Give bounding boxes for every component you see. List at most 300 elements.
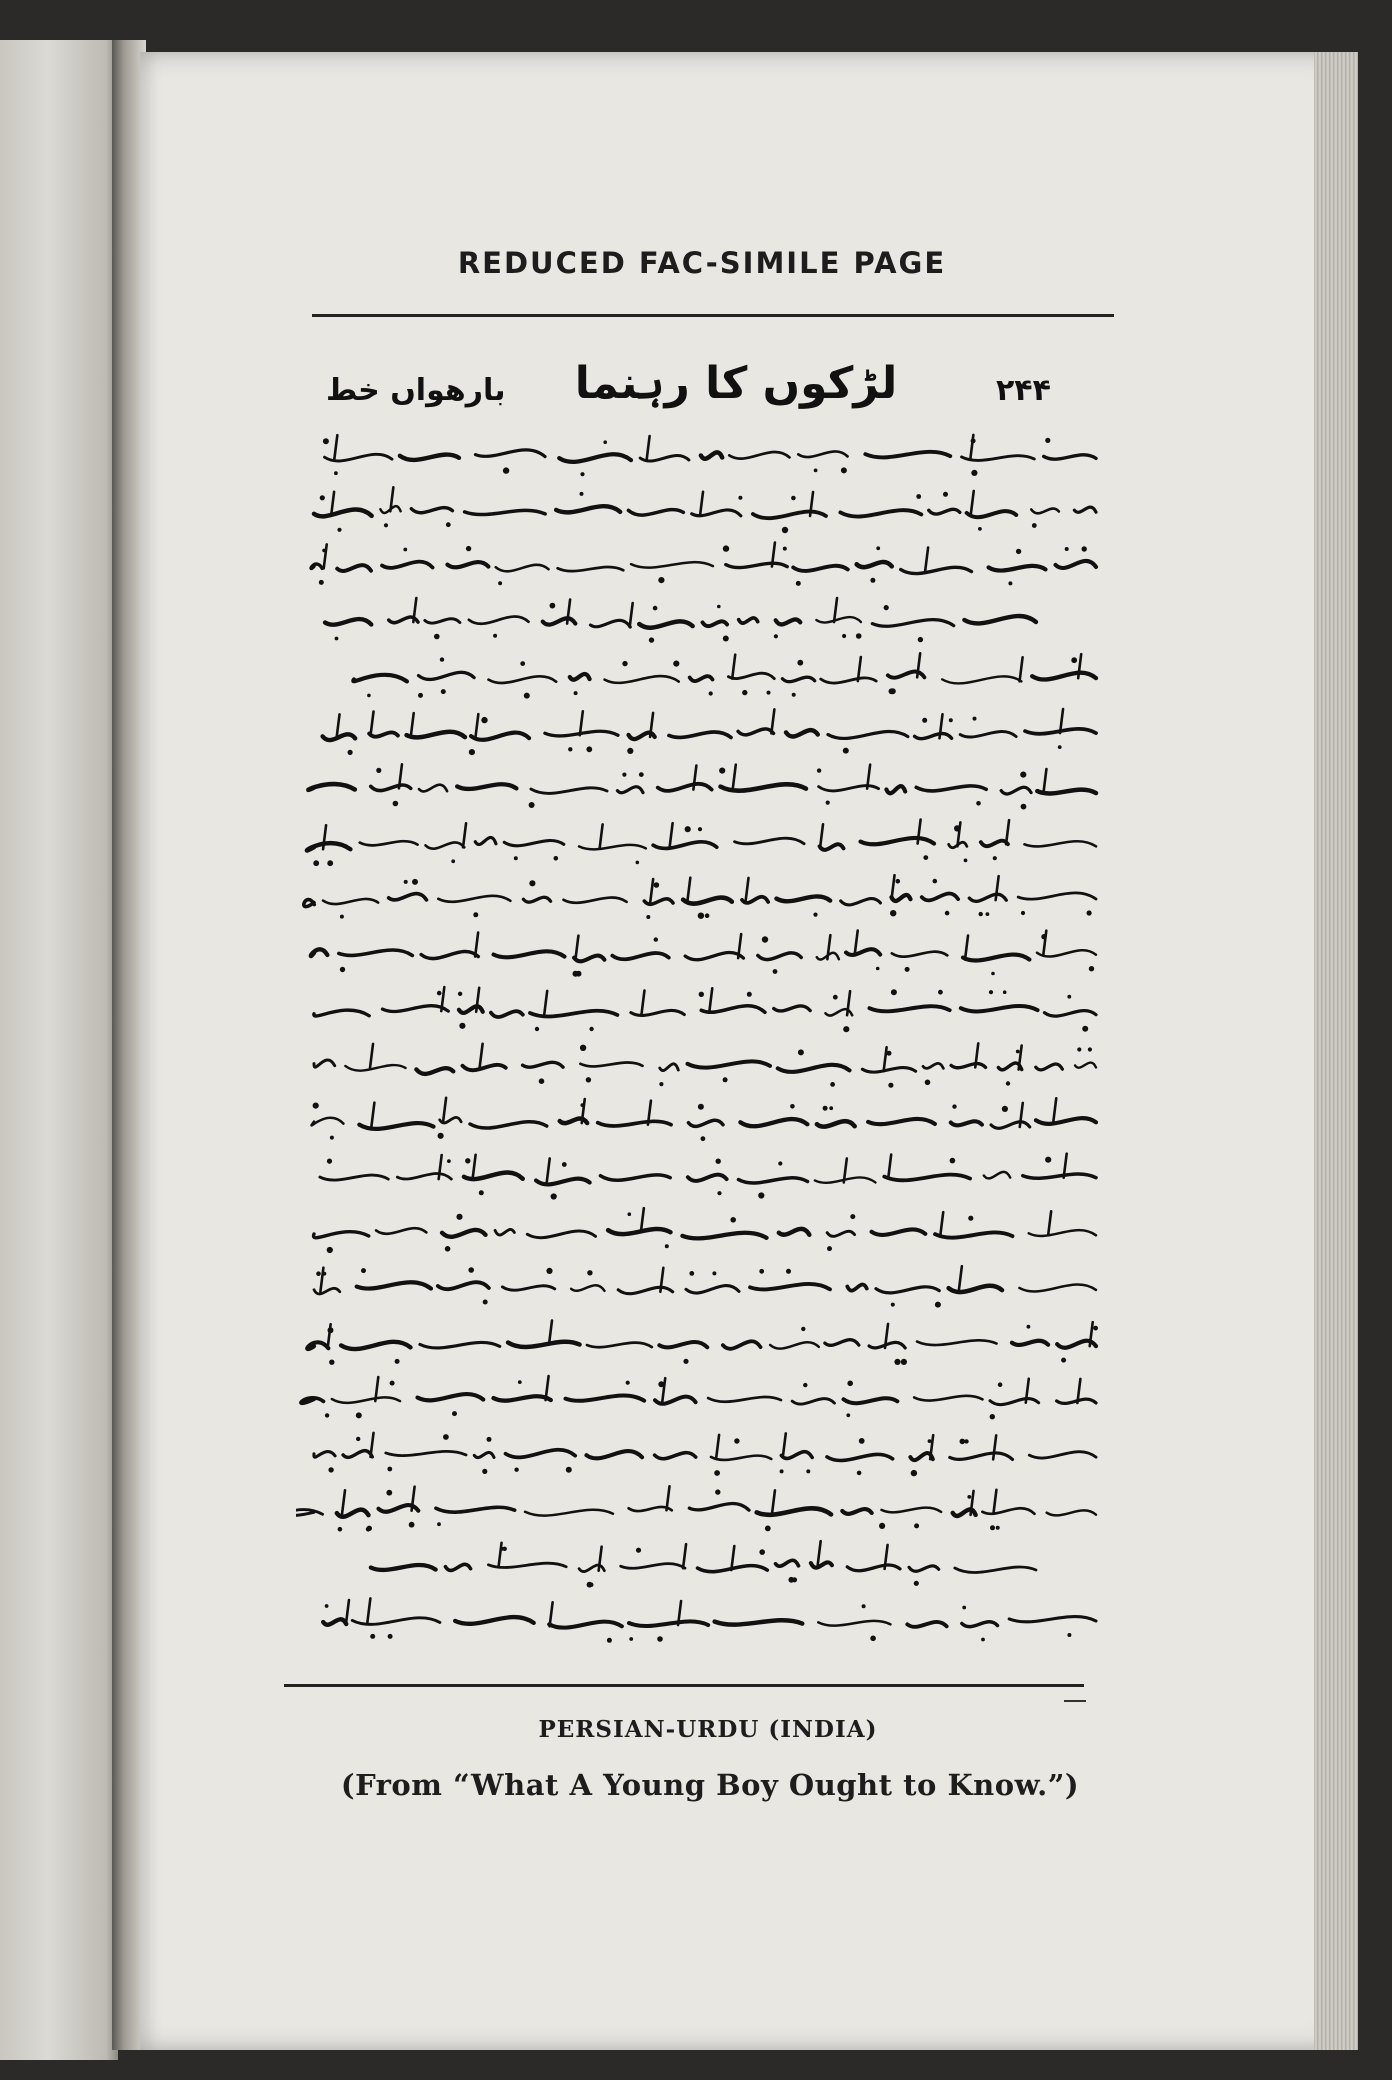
urdu-letter-stem <box>1020 657 1023 681</box>
urdu-diacritic-dot <box>780 1469 784 1473</box>
urdu-word-stroke <box>496 565 549 572</box>
urdu-word-stroke <box>847 1284 866 1290</box>
urdu-word-stroke <box>311 949 328 956</box>
urdu-word-stroke <box>1001 787 1031 794</box>
urdu-word-stroke <box>570 674 590 680</box>
urdu-word-stroke <box>729 452 789 459</box>
urdu-diacritic-dot <box>978 527 982 531</box>
urdu-diacritic-dot <box>701 1136 706 1141</box>
urdu-word-stroke <box>1032 673 1096 680</box>
urdu-diacritic-dot <box>964 1439 968 1443</box>
urdu-word-stroke <box>659 1342 707 1347</box>
urdu-letter-stem <box>367 1598 370 1622</box>
urdu-diacritic-dot <box>370 1634 375 1639</box>
urdu-letter-stem <box>993 1490 996 1514</box>
urdu-letter-stem <box>745 878 748 902</box>
urdu-diacritic-dot <box>698 827 702 831</box>
urdu-diacritic-dot <box>412 879 418 885</box>
urdu-word-stroke <box>1075 1063 1096 1068</box>
urdu-word-stroke <box>1044 1011 1096 1017</box>
urdu-diacritic-dot <box>437 1522 441 1526</box>
urdu-letter-stem <box>630 603 633 627</box>
urdu-letter-stem <box>683 1544 686 1568</box>
urdu-diacritic-dot <box>356 1437 360 1441</box>
urdu-diacritic-dot <box>437 991 442 996</box>
urdu-diacritic-dot <box>520 661 525 666</box>
urdu-letter-stem <box>411 713 414 737</box>
urdu-word-stroke <box>779 1229 810 1235</box>
urdu-word-stroke <box>847 1565 900 1571</box>
urdu-diacritic-dot <box>856 633 862 639</box>
urdu-word-stroke <box>688 1061 771 1067</box>
urdu-diacritic-dot <box>981 1638 985 1642</box>
urdu-word-stroke <box>816 617 861 622</box>
urdu-word-stroke <box>323 1619 346 1625</box>
urdu-word-stroke <box>778 1065 850 1072</box>
urdu-word-stroke <box>786 730 818 736</box>
urdu-letter-stem <box>324 544 327 568</box>
urdu-word-stroke <box>411 508 452 513</box>
urdu-diacritic-dot <box>338 1527 343 1532</box>
urdu-diacritic-dot <box>830 1082 835 1087</box>
urdu-diacritic-dot <box>894 1359 900 1365</box>
urdu-word-stroke <box>323 899 378 904</box>
urdu-diacritic-dot <box>891 1303 895 1307</box>
urdu-diacritic-dot <box>842 634 846 638</box>
urdu-letter-stem <box>547 1158 550 1182</box>
urdu-diacritic-dot <box>580 492 584 496</box>
urdu-word-stroke <box>341 1342 410 1349</box>
footer-language: PERSIAN-URDU (INDIA) <box>538 1716 878 1743</box>
urdu-word-stroke <box>982 1508 1034 1514</box>
urdu-diacritic-dot <box>327 1159 332 1164</box>
urdu-diacritic-dot <box>870 1636 876 1642</box>
urdu-diacritic-dot <box>465 1158 470 1163</box>
urdu-diacritic-dot <box>890 910 896 916</box>
urdu-word-stroke <box>471 733 529 740</box>
urdu-diacritic-dot <box>782 527 788 533</box>
urdu-diacritic-dot <box>1032 523 1037 528</box>
urdu-diacritic-dot <box>456 1214 462 1220</box>
urdu-diacritic-dot <box>935 1302 941 1308</box>
urdu-word-stroke <box>475 837 496 844</box>
urdu-word-stroke <box>314 1010 369 1016</box>
urdu-diacritic-dot <box>469 749 475 755</box>
urdu-diacritic-dot <box>376 768 381 773</box>
urdu-diacritic-dot <box>546 1268 552 1274</box>
urdu-diacritic-dot <box>654 937 658 941</box>
urdu-word-stroke <box>556 506 620 512</box>
urdu-word-stroke <box>425 619 460 623</box>
urdu-word-stroke <box>463 1065 506 1070</box>
urdu-diacritic-dot <box>925 1080 931 1086</box>
urdu-diacritic-dot <box>705 913 710 918</box>
urdu-word-stroke <box>950 1453 1013 1459</box>
urdu-word-stroke <box>502 1286 554 1290</box>
urdu-diacritic-dot <box>658 577 664 583</box>
page-edge <box>1314 52 1358 2050</box>
urdu-word-stroke <box>308 784 354 790</box>
urdu-word-stroke <box>1047 1510 1096 1515</box>
urdu-diacritic-dot <box>586 1077 591 1082</box>
urdu-diacritic-dot <box>723 636 729 642</box>
urdu-word-stroke <box>360 841 418 845</box>
urdu-letter-stem <box>371 1433 374 1457</box>
urdu-word-stroke <box>818 1621 890 1626</box>
urdu-word-stroke <box>776 896 830 901</box>
bottom-rule <box>284 1684 1084 1687</box>
urdu-diacritic-dot <box>792 1577 797 1582</box>
urdu-diacritic-dot <box>976 801 981 806</box>
urdu-diacritic-dot <box>1089 966 1094 971</box>
urdu-word-stroke <box>629 1621 708 1626</box>
urdu-diacritic-dot <box>986 912 990 916</box>
urdu-diacritic-dot <box>962 1606 966 1610</box>
urdu-diacritic-dot <box>933 879 938 884</box>
urdu-word-stroke <box>525 1510 613 1516</box>
urdu-word-stroke <box>739 618 758 623</box>
urdu-diacritic-dot <box>888 1083 893 1088</box>
urdu-diacritic-dot <box>451 859 455 863</box>
urdu-diacritic-dot <box>918 637 923 642</box>
urdu-diacritic-dot <box>388 1634 393 1639</box>
urdu-word-stroke <box>301 1398 324 1404</box>
urdu-word-stroke <box>314 1232 369 1238</box>
urdu-word-stroke <box>1023 1174 1096 1178</box>
urdu-word-stroke <box>827 1231 854 1236</box>
urdu-diacritic-dot <box>846 1413 850 1417</box>
urdu-word-stroke <box>1031 509 1059 514</box>
urdu-word-stroke <box>337 565 371 571</box>
urdu-diacritic-dot <box>482 1469 487 1474</box>
urdu-word-stroke <box>598 1121 671 1126</box>
urdu-diacritic-dot <box>998 1382 1003 1387</box>
urdu-diacritic-dot <box>636 861 640 865</box>
urdu-diacritic-dot <box>479 1190 484 1195</box>
urdu-word-stroke <box>376 1228 426 1234</box>
urdu-diacritic-dot <box>714 1470 720 1476</box>
urdu-word-stroke <box>892 952 947 957</box>
urdu-diacritic-dot <box>1003 990 1007 994</box>
urdu-word-stroke <box>922 893 958 900</box>
urdu-word-stroke <box>459 1006 483 1013</box>
urdu-diacritic-dot <box>762 936 768 942</box>
urdu-word-stroke <box>493 1396 550 1400</box>
urdu-diacritic-dot <box>539 1078 545 1084</box>
urdu-diacritic-dot <box>685 826 691 832</box>
urdu-word-stroke <box>617 787 643 793</box>
urdu-diacritic-dot <box>589 1027 593 1031</box>
urdu-diacritic-dot <box>973 717 977 721</box>
urdu-word-stroke <box>685 953 743 960</box>
urdu-word-stroke <box>984 1172 1010 1179</box>
urdu-diacritic-dot <box>646 915 650 919</box>
urdu-word-stroke <box>504 840 564 845</box>
urdu-word-stroke <box>989 566 1046 571</box>
urdu-diacritic-dot <box>1082 546 1087 551</box>
urdu-letter-stem <box>818 1541 821 1565</box>
urdu-word-stroke <box>353 675 407 682</box>
urdu-word-stroke <box>332 1397 400 1403</box>
urdu-word-stroke <box>963 955 1029 961</box>
urdu-word-stroke <box>991 1122 1030 1129</box>
urdu-diacritic-dot <box>783 547 787 551</box>
urdu-diacritic-dot <box>847 1381 853 1387</box>
urdu-diacritic-dot <box>1067 995 1071 999</box>
urdu-word-stroke <box>455 1617 534 1624</box>
urdu-diacritic-dot <box>979 912 983 916</box>
urdu-word-stroke <box>881 1508 941 1513</box>
urdu-diacritic-dot <box>1088 1047 1092 1051</box>
urdu-word-stroke <box>382 1006 448 1012</box>
urdu-diacritic-dot <box>1016 549 1021 554</box>
urdu-diacritic-dot <box>409 1522 415 1528</box>
urdu-word-stroke <box>508 1342 579 1347</box>
urdu-diacritic-dot <box>826 801 830 805</box>
urdu-diacritic-dot <box>443 1434 449 1440</box>
urdu-word-stroke <box>793 566 848 571</box>
urdu-word-stroke <box>574 956 604 962</box>
urdu-diacritic-dot <box>483 1300 488 1305</box>
urdu-word-stroke <box>325 619 371 625</box>
urdu-diacritic-dot <box>1082 1026 1088 1032</box>
urdu-letter-stem <box>783 1433 786 1457</box>
urdu-letter-stem <box>475 714 478 738</box>
urdu-word-stroke <box>901 567 972 573</box>
urdu-word-stroke <box>644 899 673 904</box>
urdu-word-stroke <box>1037 790 1096 794</box>
urdu-word-stroke <box>314 1452 335 1458</box>
urdu-word-stroke <box>639 621 692 627</box>
urdu-word-stroke <box>935 1232 1012 1237</box>
urdu-diacritic-dot <box>712 1271 716 1275</box>
urdu-word-stroke <box>1019 1285 1096 1292</box>
bottom-rule-tail <box>1064 1700 1086 1702</box>
urdu-word-stroke <box>631 1010 684 1015</box>
urdu-diacritic-dot <box>390 1381 395 1386</box>
urdu-diacritic-dot <box>535 1027 539 1031</box>
urdu-diacritic-dot <box>758 1192 764 1198</box>
urdu-diacritic-dot <box>1021 804 1027 810</box>
urdu-letter-stem <box>334 435 337 459</box>
urdu-word-stroke <box>776 619 801 624</box>
urdu-diacritic-dot <box>587 1582 593 1588</box>
urdu-letter-stem <box>320 1268 323 1292</box>
urdu-word-stroke <box>653 842 717 849</box>
urdu-diacritic-dot <box>459 1023 465 1029</box>
urdu-letter-stem <box>650 879 653 903</box>
urdu-diacritic-dot <box>356 1412 362 1418</box>
urdu-diacritic-dot <box>445 1246 451 1252</box>
urdu-word-stroke <box>669 732 731 737</box>
urdu-diacritic-dot <box>434 634 440 640</box>
urdu-word-stroke <box>419 672 475 679</box>
urdu-diacritic-dot <box>914 1523 919 1528</box>
urdu-diacritic-dot <box>717 605 721 609</box>
urdu-diacritic-dot <box>649 637 654 642</box>
urdu-word-stroke <box>470 1122 547 1128</box>
urdu-letter-stem <box>700 492 703 516</box>
urdu-word-stroke <box>558 567 624 571</box>
urdu-word-stroke <box>842 1509 871 1514</box>
urdu-diacritic-dot <box>817 768 821 772</box>
urdu-word-stroke <box>559 454 631 462</box>
urdu-diacritic-dot <box>636 1548 641 1553</box>
urdu-diacritic-dot <box>876 967 880 971</box>
urdu-diacritic-dot <box>659 1082 663 1086</box>
urdu-letter-stem <box>772 1490 775 1514</box>
urdu-diacritic-dot <box>773 969 778 974</box>
urdu-diacritic-dot <box>717 1191 721 1195</box>
urdu-diacritic-dot <box>503 467 509 473</box>
urdu-word-stroke <box>689 1503 749 1510</box>
urdu-diacritic-dot <box>759 1549 765 1555</box>
urdu-diacritic-dot <box>440 657 444 661</box>
urdu-diacritic-dot <box>325 1604 329 1608</box>
urdu-diacritic-dot <box>790 1104 795 1109</box>
urdu-letter-stem <box>439 1155 442 1179</box>
urdu-word-stroke <box>416 1068 453 1074</box>
urdu-word-stroke <box>314 1288 340 1294</box>
urdu-word-stroke <box>543 618 576 624</box>
urdu-letter-stem <box>959 1266 962 1290</box>
urdu-diacritic-dot <box>901 1359 907 1365</box>
urdu-word-stroke <box>862 1068 915 1073</box>
urdu-letter-stem <box>575 936 578 960</box>
urdu-word-stroke <box>527 1231 595 1238</box>
urdu-diacritic-dot <box>441 689 446 694</box>
urdu-diacritic-dot <box>418 693 423 698</box>
urdu-diacritic-dot <box>989 990 993 994</box>
urdu-letter-stem <box>771 709 774 733</box>
urdu-diacritic-dot <box>990 1525 995 1530</box>
urdu-diacritic-dot <box>841 467 847 473</box>
urdu-letter-stem <box>1006 820 1009 844</box>
urdu-letter-stem <box>733 765 736 789</box>
urdu-word-stroke <box>345 1065 405 1071</box>
top-rule <box>312 314 1114 317</box>
urdu-word-stroke <box>605 676 679 683</box>
urdu-letter-stem <box>716 1435 719 1459</box>
urdu-letter-stem <box>342 1490 345 1514</box>
urdu-diacritic-dot <box>574 691 578 695</box>
urdu-diacritic-dot <box>384 523 388 527</box>
urdu-word-stroke <box>907 1622 946 1627</box>
urdu-word-stroke <box>311 1118 343 1126</box>
urdu-letter-stem <box>549 1321 552 1345</box>
urdu-word-stroke <box>566 1396 645 1401</box>
urdu-diacritic-dot <box>367 1526 372 1531</box>
urdu-word-stroke <box>891 895 910 901</box>
urdu-letter-stem <box>600 824 603 848</box>
urdu-word-stroke <box>872 1229 926 1234</box>
urdu-diacritic-dot <box>626 1381 630 1385</box>
urdu-diacritic-dot <box>778 1161 782 1165</box>
urdu-letter-stem <box>993 1435 996 1459</box>
urdu-word-stroke <box>917 1340 996 1345</box>
urdu-diacritic-dot <box>327 1247 333 1253</box>
footer-source: (From “What A Young Boy Ought to Know.”) <box>340 1768 1080 1802</box>
urdu-diacritic-dot <box>876 546 880 550</box>
urdu-word-stroke <box>536 1179 590 1185</box>
urdu-word-stroke <box>436 1507 515 1512</box>
urdu-word-stroke <box>876 1287 939 1293</box>
urdu-diacritic-dot <box>945 911 950 916</box>
urdu-diacritic-dot <box>653 606 658 611</box>
urdu-letter-stem <box>925 548 928 572</box>
urdu-diacritic-dot <box>673 661 679 667</box>
urdu-word-stroke <box>1036 1118 1096 1124</box>
urdu-diacritic-dot <box>493 634 497 638</box>
urdu-word-stroke <box>757 1508 831 1514</box>
urdu-word-stroke <box>612 953 668 959</box>
urdu-word-stroke <box>421 951 478 958</box>
urdu-word-stroke <box>701 452 722 458</box>
urdu-word-stroke <box>438 896 510 902</box>
urdu-letter-stem <box>693 766 696 790</box>
urdu-letter-stem <box>884 1047 887 1071</box>
urdu-word-stroke <box>579 1565 604 1572</box>
urdu-diacritic-dot <box>654 882 660 888</box>
urdu-diacritic-dot <box>1002 1106 1008 1112</box>
urdu-word-stroke <box>735 838 804 844</box>
urdu-diacritic-dot <box>665 1244 669 1248</box>
urdu-word-stroke <box>531 788 607 794</box>
urdu-word-stroke <box>688 1120 723 1126</box>
urdu-diacritic-dot <box>993 856 997 860</box>
urdu-word-stroke <box>445 1564 470 1570</box>
urdu-word-stroke <box>682 1233 766 1239</box>
urdu-diacritic-dot <box>850 1214 855 1219</box>
urdu-letter-stem <box>1048 1211 1051 1235</box>
urdu-word-stroke <box>949 1286 1002 1292</box>
urdu-word-stroke <box>447 562 488 567</box>
urdu-letter-stem <box>834 598 837 622</box>
urdu-diacritic-dot <box>916 494 921 499</box>
urdu-diacritic-dot <box>529 880 535 886</box>
urdu-diacritic-dot <box>699 992 704 997</box>
urdu-word-stroke <box>711 1456 771 1460</box>
urdu-word-stroke <box>311 564 322 568</box>
urdu-letter-stem <box>641 991 644 1015</box>
urdu-diacritic-dot <box>1008 581 1012 585</box>
urdu-word-stroke <box>688 1175 727 1181</box>
urdu-word-stroke <box>307 1342 328 1349</box>
urdu-word-stroke <box>703 621 727 626</box>
urdu-word-stroke <box>587 1343 652 1348</box>
urdu-word-stroke <box>323 734 356 740</box>
urdu-word-stroke <box>840 510 921 516</box>
urdu-word-stroke <box>489 676 557 683</box>
urdu-diacritic-dot <box>466 546 471 551</box>
urdu-word-stroke <box>304 900 314 907</box>
urdu-diacritic-dot <box>468 1267 474 1273</box>
urdu-diacritic-dot <box>1045 1157 1051 1163</box>
urdu-word-stroke <box>523 897 550 902</box>
urdu-diacritic-dot <box>323 438 329 444</box>
urdu-diacritic-dot <box>580 1045 586 1051</box>
urdu-letter-stem <box>970 435 973 459</box>
urdu-page-number: ۲۴۴ <box>996 373 1051 408</box>
urdu-diacritic-dot <box>607 1638 612 1643</box>
urdu-word-stroke <box>419 785 447 792</box>
urdu-diacritic-dot <box>928 1439 932 1443</box>
urdu-diacritic-dot <box>438 1133 444 1139</box>
urdu-word-stroke <box>1037 950 1096 956</box>
urdu-diacritic-dot <box>587 1270 592 1275</box>
urdu-word-stroke <box>738 729 773 735</box>
urdu-letter-stem <box>550 1602 553 1626</box>
